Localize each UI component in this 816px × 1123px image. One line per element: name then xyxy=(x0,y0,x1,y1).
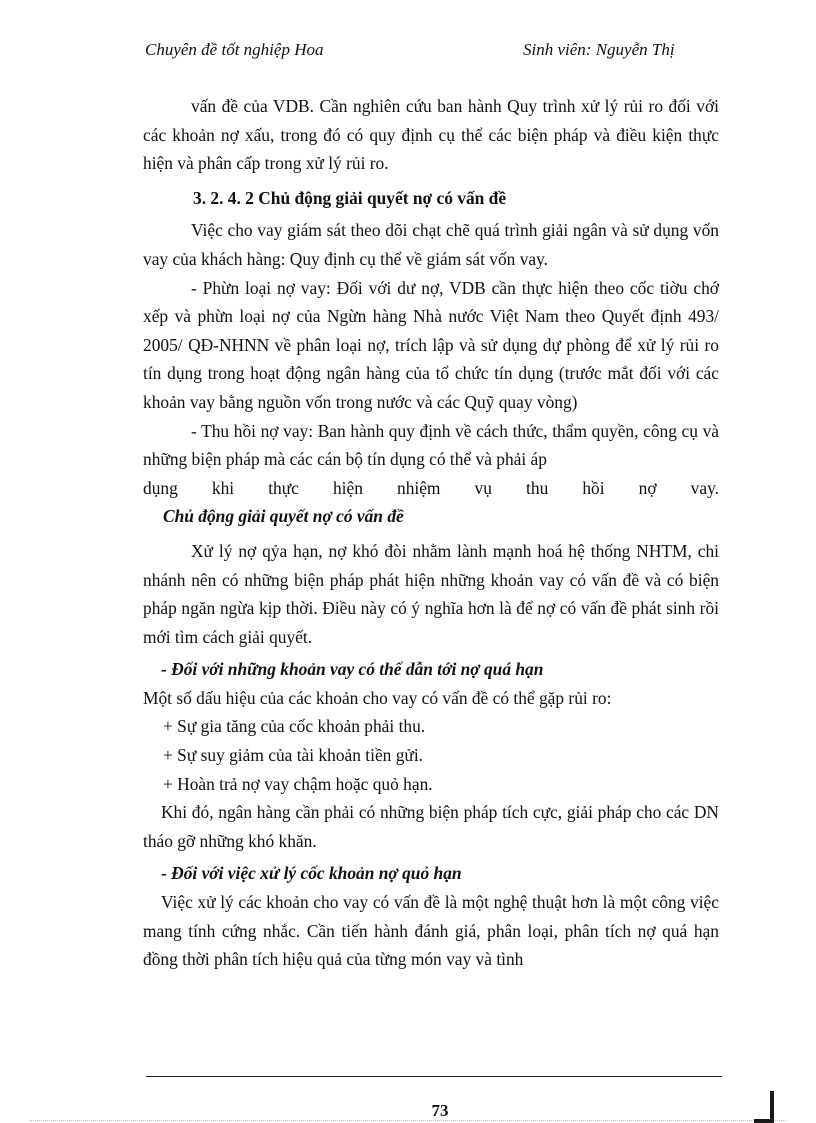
page-shadow-bottom xyxy=(754,1119,774,1123)
page-shadow-right xyxy=(770,1091,774,1121)
list-item: + Hoàn trả nợ vay chậm hoặc quỏ hạn. xyxy=(163,773,433,794)
paragraph-spread-line: dụng khi thực hiện nhiệm vụ thu hồi nợ vay. xyxy=(143,477,719,498)
page-bottom-border xyxy=(30,1120,786,1121)
paragraph: Khi đó, ngân hàng cần phải có những biện pháp tích cực, giải pháp cho các DN tháo gỡ những khó khăn. xyxy=(143,802,719,851)
paragraph: Một số dấu hiệu của các khoản cho vay có vấn đề có thể gặp rủi ro: xyxy=(143,687,612,708)
list-item: + Sự gia tăng của cốc khoản phải thu. xyxy=(163,716,426,737)
section-heading: 3. 2. 4. 2 Chủ động giải quyết nợ có vấn đề xyxy=(193,187,507,208)
paragraph: - Thu hồi nợ vay: Ban hành quy định về cách thức, thẩm quyền, công cụ và những biện pháp mà các cán bộ tín dụng có thể và phải áp xyxy=(143,420,719,470)
paragraph: vấn đề của VDB. Cần nghiên cứu ban hành Quy trình xử lý rủi ro đối với các khoản nợ xấu, trong đó có quy định cụ thể các biện pháp và điều kiện thực hiện và phân cấp trong xử lý rủi ro. xyxy=(143,96,719,174)
header-right: Sinh viên: Nguyễn Thị xyxy=(523,40,675,59)
paragraph: Xử lý nợ qỷa hạn, nợ khó đòi nhằm lành mạnh hoá hệ thống NHTM, chi nhánh nên có những biện pháp phát hiện những khoản vay có vấn đề và có biện pháp ngăn ngừa kịp thời. Điều này có ý nghĩa hơn là để nợ có vấn đề phát sinh rồi mới tìm cách giải quyết. xyxy=(143,540,719,647)
header-left: Chuyên đề tốt nghiệp Hoa xyxy=(145,40,324,59)
subheading: - Đối với những khoản vay có thể dẫn tới nợ quá hạn xyxy=(161,659,544,680)
body-text xyxy=(143,92,719,974)
list-item: + Sự suy giảm của tài khoản tiền gửi. xyxy=(163,745,424,766)
subheading: Chủ động giải quyết nợ có vấn đề xyxy=(163,506,404,527)
page-number: 73 xyxy=(431,1101,449,1120)
footer-rule xyxy=(146,1076,722,1077)
paragraph: - Phừn loại nợ vay: Đối với dư nợ, VDB cần thực hiện theo cốc tiờu chớ xếp và phừn loại nợ của Ngừn hàng Nhà nước Việt Nam theo Quyết định 493/ 2005/ QĐ-NHNN về phân loại nợ, trích lập và sử dụng dự phòng để xử lý rủi ro tín dụng trong hoạt động ngân hàng của tổ chức tín dụng (trước mắt đối với các khoản vay bằng nguồn vốn trong nước và các Quỹ quay vòng) xyxy=(143,277,719,412)
subheading: - Đối với việc xử lý cốc khoản nợ quỏ hạn xyxy=(161,863,462,884)
paragraph: Việc xử lý các khoản cho vay có vấn đề là một nghệ thuật hơn là một công việc mang tính cứng nhắc. Cần tiến hành đánh giá, phân loại, phân tích nợ quá hạn đồng thời phân tích hiệu quả của từng món vay và tình xyxy=(143,892,719,970)
paragraph: Việc cho vay giám sát theo dõi chạt chẽ quá trình giải ngân và sử dụng vốn vay của khách hàng: Quy định cụ thể về giám sát vốn vay. xyxy=(143,220,719,269)
